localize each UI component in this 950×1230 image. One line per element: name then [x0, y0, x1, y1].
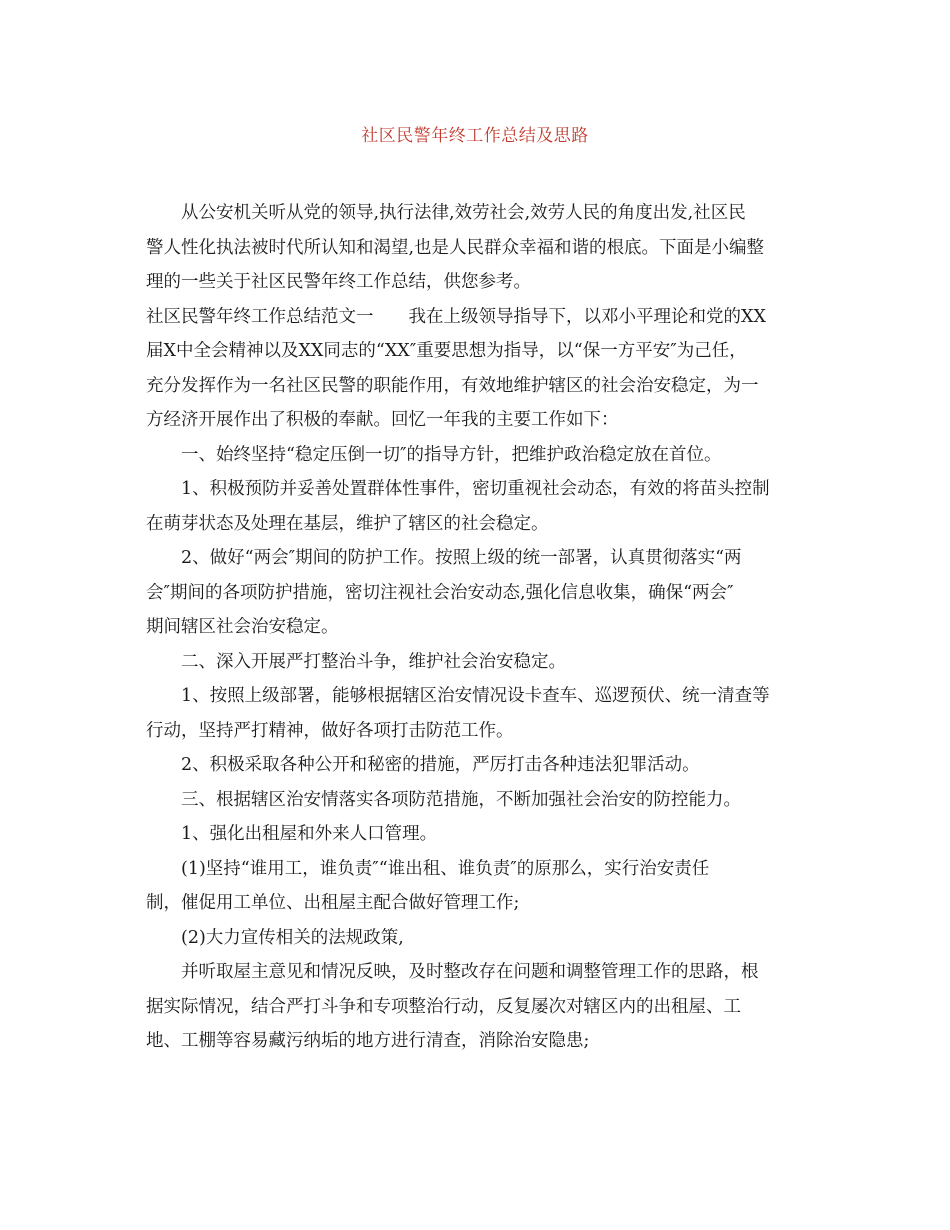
text-line: 会″期间的各项防护措施，密切注视社会治安动态,强化信息收集，确保“两会″ [146, 582, 734, 603]
text-line: 制，催促用工单位、出租屋主配合做好管理工作; [146, 893, 520, 913]
text-line: 理的一些关于社区民警年终工作总结，供您参考。 [146, 272, 531, 292]
text-line: 期间辖区社会治安稳定。 [146, 617, 339, 637]
text-line: 三、根据辖区治安情落实各项防范措施，不断加强社会治安的防控能力。 [181, 789, 741, 810]
text-line: 二、深入开展严打整治斗争，维护社会治安稳定。 [181, 651, 566, 672]
text-line: 在萌芽状态及处理在基层，维护了辖区的社会稳定。 [146, 513, 549, 534]
text-line: 并听取屋主意见和情况反映，及时整改存在问题和调整管理工作的思路，根 [181, 962, 759, 982]
text-line: (2)大力宣传相关的法规政策, [181, 927, 404, 948]
text-line: 行动，坚持严打精神，做好各项打击防范工作。 [146, 720, 514, 741]
text-line: 1、强化出租屋和外来人口管理。 [181, 824, 438, 844]
document-body [146, 196, 806, 1059]
text-line: 据实际情况，结合严打斗争和专项整治行动，反复屡次对辖区内的出租屋、工 [146, 996, 741, 1017]
text-line: 地、工棚等容易藏污纳垢的地方进行清查，消除治安隐患; [146, 1031, 590, 1051]
text-line: 方经济开展作出了积极的奉献。回忆一年我的主要工作如下： [146, 410, 619, 430]
text-line: 届X中全会精神以及XX同志的“XX″重要思想为指导，以“保一方平安″为己任， [146, 341, 747, 361]
text-line: 一、始终坚持“稳定压倒一切″的指导方针，把维护政治稳定放在首位。 [181, 444, 722, 465]
text-line: 2、做好“两会″期间的防护工作。按照上级的统一部署，认真贯彻落实“两 [181, 548, 742, 568]
text-line: 1、按照上级部署，能够根据辖区治安情况设卡查车、巡逻预伏、统一清查等 [181, 686, 770, 706]
text-line: 警人性化执法被时代所认知和渴望,也是人民群众幸福和谐的根底。下面是小编整 [146, 237, 765, 258]
text-line: 充分发挥作为一名社区民警的职能作用，有效地维护辖区的社会治安稳定，为一 [146, 375, 759, 396]
text-line: 1、积极预防并妥善处置群体性事件，密切重视社会动态，有效的将苗头控制 [181, 479, 770, 499]
document-title: 社区民警年终工作总结及思路 [361, 126, 589, 146]
text-line: 社区民警年终工作总结范文一 我在上级领导指导下，以邓小平理论和党的XX [146, 306, 766, 327]
text-line: 从公安机关听从党的领导,执行法律,效劳社会,效劳人民的角度出发,社区民 [181, 203, 746, 223]
text-line: 2、积极采取各种公开和秘密的措施，严厉打击各种违法犯罪活动。 [181, 755, 700, 775]
text-line: (1)坚持“谁用工，谁负责″“谁出租、谁负责″的原那么，实行治安责任 [181, 858, 710, 879]
